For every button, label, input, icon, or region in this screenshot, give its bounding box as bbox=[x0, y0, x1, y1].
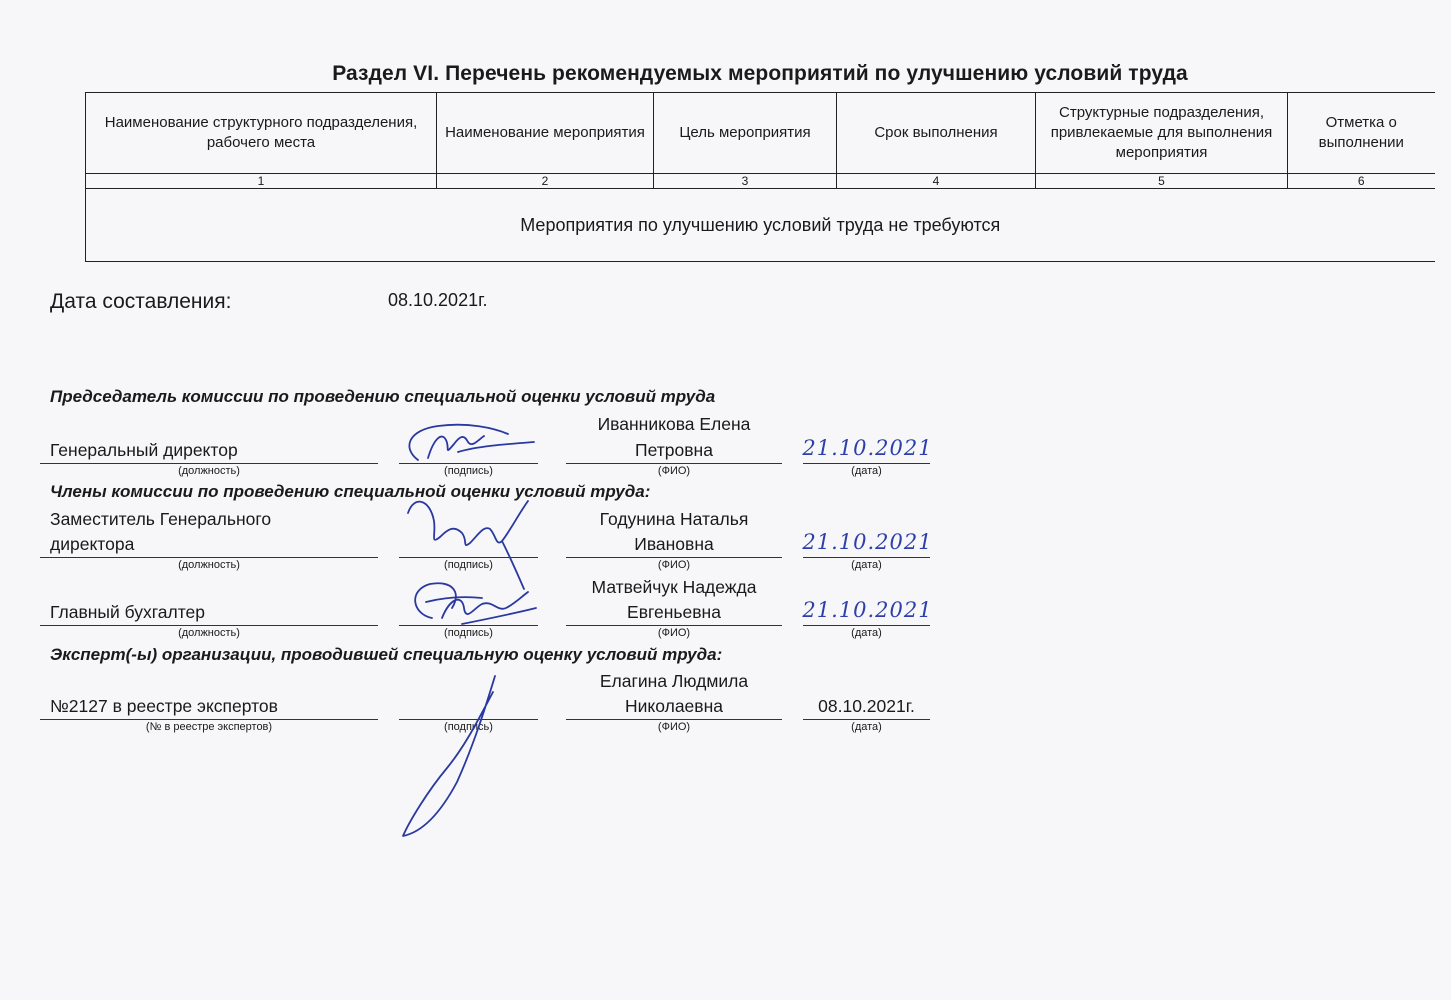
members-heading: Члены комиссии по проведению специальной оценки условий труда: bbox=[50, 482, 651, 501]
column-header: Структурные подразделения, привлекаемые для выполнения мероприятия bbox=[1036, 93, 1288, 174]
member-date: 21.10.2021 bbox=[802, 530, 933, 554]
member-name-line1: Матвейчук Надежда bbox=[591, 577, 757, 597]
expert-name-line1: Елагина Людмила bbox=[599, 671, 749, 691]
member-position-line1: Заместитель Генерального bbox=[50, 509, 272, 529]
column-number: 1 bbox=[86, 174, 437, 189]
divider bbox=[566, 463, 782, 464]
column-number: 4 bbox=[837, 174, 1036, 189]
column-number: 2 bbox=[437, 174, 654, 189]
compiled-date-label: Дата составления: bbox=[50, 290, 232, 313]
caption-position: (должность) bbox=[178, 465, 240, 477]
caption-position: (должность) bbox=[178, 559, 240, 571]
caption-signature: (подпись) bbox=[444, 465, 493, 477]
divider bbox=[40, 719, 378, 720]
table-header-row bbox=[86, 93, 1435, 174]
caption-signature: (подпись) bbox=[444, 627, 493, 639]
column-header: Наименование мероприятия bbox=[437, 93, 654, 174]
member-name-line1: Годунина Наталья bbox=[599, 509, 749, 529]
divider bbox=[566, 557, 782, 558]
caption-date: (дата) bbox=[851, 559, 882, 571]
expert-signature bbox=[395, 672, 515, 842]
chairman-name-line1: Иванникова Елена bbox=[597, 414, 751, 434]
table-row bbox=[86, 189, 1435, 262]
divider bbox=[40, 463, 378, 464]
divider bbox=[803, 625, 930, 626]
caption-position: (должность) bbox=[178, 627, 240, 639]
member-name-line2: Евгеньевна bbox=[627, 602, 721, 622]
column-header: Цель мероприятия bbox=[654, 93, 837, 174]
member-signature bbox=[402, 578, 542, 638]
expert-date: 08.10.2021г. bbox=[818, 696, 915, 716]
member-date: 21.10.2021 bbox=[802, 598, 933, 622]
column-number: 5 bbox=[1036, 174, 1288, 189]
chairman-name-line2: Петровна bbox=[635, 440, 713, 460]
chairman-date: 21.10.2021 bbox=[802, 436, 933, 460]
expert-name-line2: Николаевна bbox=[625, 696, 723, 716]
caption-fio: (ФИО) bbox=[657, 721, 691, 733]
divider bbox=[566, 719, 782, 720]
chairman-position: Генеральный директор bbox=[50, 440, 238, 460]
column-header: Отметка о выполнении bbox=[1288, 93, 1435, 174]
caption-signature: (подпись) bbox=[444, 559, 493, 571]
measures-table bbox=[85, 92, 1435, 262]
column-number-row bbox=[86, 174, 1435, 189]
no-measures-message: Мероприятия по улучшению условий труда не требуются bbox=[86, 189, 1435, 262]
member-position-line2: Главный бухгалтер bbox=[50, 602, 205, 622]
divider bbox=[566, 625, 782, 626]
caption-signature: (подпись) bbox=[444, 721, 493, 733]
caption-registry-no: (№ в реестре экспертов) bbox=[145, 721, 273, 733]
member-position-line2: директора bbox=[50, 534, 135, 554]
column-number: 3 bbox=[654, 174, 837, 189]
divider bbox=[40, 625, 378, 626]
divider bbox=[803, 463, 930, 464]
compiled-date-value: 08.10.2021г. bbox=[388, 290, 488, 310]
member-name-line2: Ивановна bbox=[634, 534, 714, 554]
caption-date: (дата) bbox=[851, 627, 882, 639]
caption-fio: (ФИО) bbox=[657, 559, 691, 571]
chairman-signature bbox=[398, 418, 538, 474]
caption-fio: (ФИО) bbox=[657, 465, 691, 477]
divider bbox=[803, 719, 930, 720]
section-title: Раздел VI. Перечень рекомендуемых мероприятий по улучшению условий труда bbox=[332, 62, 1188, 85]
column-header: Срок выполнения bbox=[837, 93, 1036, 174]
caption-date: (дата) bbox=[851, 465, 882, 477]
divider bbox=[803, 557, 930, 558]
expert-registry: №2127 в реестре экспертов bbox=[50, 696, 278, 716]
caption-date: (дата) bbox=[851, 721, 882, 733]
column-header: Наименование структурного подразделения, рабочего места bbox=[86, 93, 437, 174]
chairman-heading: Председатель комиссии по проведению специальной оценки условий труда bbox=[50, 387, 716, 406]
expert-heading: Эксперт(-ы) организации, проводившей специальную оценку условий труда: bbox=[50, 645, 723, 664]
caption-fio: (ФИО) bbox=[657, 627, 691, 639]
divider bbox=[40, 557, 378, 558]
column-number: 6 bbox=[1288, 174, 1435, 189]
